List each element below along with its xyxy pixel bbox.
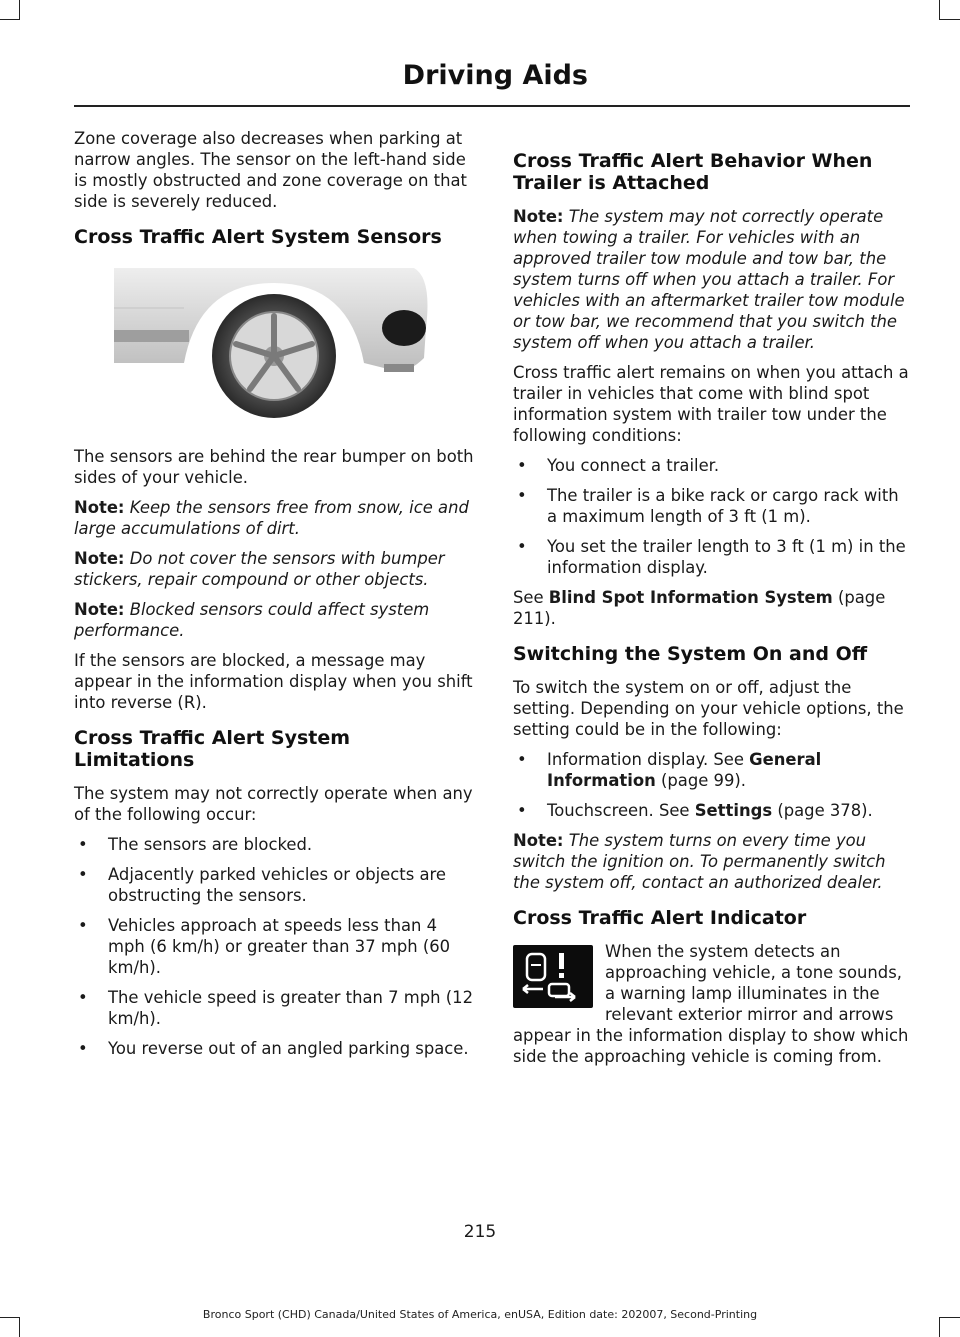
note-body: Keep the sensors free from snow, ice and large accumulations of dirt. <box>74 498 469 538</box>
note-blocked <box>74 599 474 641</box>
bullet: • <box>78 988 88 1007</box>
bullet: • <box>78 916 88 935</box>
bullet: • <box>78 835 88 854</box>
blocked-sensors-text: If the sensors are blocked, a message may appear in the information display when you shift into reverse (R). <box>74 651 473 712</box>
bullet: • <box>517 486 527 505</box>
bullet: • <box>517 537 527 556</box>
switch-note <box>513 830 913 893</box>
bullet: • <box>517 801 527 820</box>
bullet: • <box>78 1039 88 1058</box>
page-title: Driving Aids <box>402 60 588 91</box>
limitations-intro: The system may not correctly operate when any of the following occur: <box>74 784 473 824</box>
list-item: • The sensors are blocked. <box>78 835 313 854</box>
crop-mark <box>19 0 20 20</box>
list-item: • The vehicle speed is greater than 7 mph (12 km/h). <box>78 988 473 1028</box>
list-item: • You connect a trailer. <box>517 456 720 475</box>
indicator-heading: Cross Traffic Alert Indicator <box>513 907 807 929</box>
list-item: • Information display. See General Information (page 99). <box>517 750 822 790</box>
trailer-note <box>513 206 913 353</box>
note-do-not-cover <box>74 548 474 590</box>
intro-paragraph: Zone coverage also decreases when parking at narrow angles. The sensor on the left-hand side is mostly obstructed and zone coverage on that side is severely reduced. <box>74 129 467 211</box>
page-number: 215 <box>463 1222 497 1242</box>
list-item: • You reverse out of an angled parking space. <box>78 1039 469 1058</box>
list-item: • The trailer is a bike rack or cargo rack with a maximum length of 3 ft (1 m). <box>517 486 899 526</box>
sensors-heading: Cross Traffic Alert System Sensors <box>74 226 442 248</box>
note-label: Note: <box>74 549 125 568</box>
limitations-heading: Cross Traffic Alert System Limitations <box>74 727 351 771</box>
list-item: • Adjacently parked vehicles or objects are obstructing the sensors. <box>78 865 446 905</box>
note-body: The system turns on every time you switch the ignition on. To permanently switch the system off, contact an authorized dealer. <box>513 831 886 892</box>
cross-traffic-warning-icon <box>513 945 593 1008</box>
switch-heading: Switching the System On and Off <box>513 643 868 665</box>
left-column <box>74 128 474 1068</box>
note-body: The system may not correctly operate when towing a trailer. For vehicles with an approved trailer tow module and tow bar, the system turns off when you attach a trailer. For vehicles with an aftermarket trailer tow module or tow bar, we recommend that you switch the system off when you attach a trailer. <box>513 207 905 352</box>
note-label: Note: <box>513 207 564 226</box>
sensors-location-text: The sensors are behind the rear bumper on both sides of your vehicle. <box>74 447 474 487</box>
indicator-text: When the system detects an approaching vehicle, a tone sounds, a warning lamp illuminates in the relevant exterior mirror and arrows appear in the information display to show which side the approaching vehicle is coming from. <box>513 942 909 1066</box>
crop-mark <box>939 0 940 20</box>
bullet: • <box>517 456 527 475</box>
note-label: Note: <box>74 600 125 619</box>
trailer-text: Cross traffic alert remains on when you attach a trailer in vehicles that come with blind spot information system with trailer tow under the following conditions: <box>513 363 909 445</box>
header-rule <box>74 105 910 107</box>
blind-spot-link[interactable]: Blind Spot Information System <box>548 588 833 607</box>
bullet: • <box>78 865 88 884</box>
right-column <box>513 150 913 1076</box>
trailer-heading: Cross Traffic Alert Behavior When Trailer is Attached <box>513 150 873 194</box>
general-information-link[interactable]: General Information <box>547 750 822 790</box>
list-item: • Vehicles approach at speeds less than 4 mph (6 km/h) or greater than 37 mph (60 km/h). <box>78 916 451 977</box>
trailer-conditions-list <box>513 455 913 578</box>
footer-edition-info: Bronco Sport (CHD) Canada/United States of America, enUSA, Edition date: 202007, Second-Printing <box>202 1308 758 1321</box>
switch-options-list <box>513 749 913 821</box>
bullet: • <box>517 750 527 769</box>
vehicle-rear-illustration <box>114 268 434 418</box>
note-body: Do not cover the sensors with bumper stickers, repair compound or other objects. <box>74 549 445 589</box>
list-item: • Touchscreen. See Settings (page 378). <box>517 801 873 820</box>
cross-traffic-alert-icon <box>513 945 593 1008</box>
settings-link[interactable]: Settings <box>694 801 773 820</box>
limitations-list <box>74 834 474 1059</box>
list-item: • You set the trailer length to 3 ft (1 m) in the information display. <box>517 537 906 577</box>
crop-mark <box>0 19 20 20</box>
note-body: Blocked sensors could affect system performance. <box>74 600 430 640</box>
see-blind-spot-reference: See Blind Spot Information System (page 211). <box>513 588 886 628</box>
note-label: Note: <box>513 831 564 850</box>
note-keep-free <box>74 497 474 539</box>
crop-mark <box>940 19 960 20</box>
indicator-section <box>513 941 913 1067</box>
rear-wheel-sensor-figure <box>114 268 434 418</box>
note-label: Note: <box>74 498 125 517</box>
switch-text: To switch the system on or off, adjust the setting. Depending on your vehicle options, the setting could be in the following: <box>513 678 904 739</box>
